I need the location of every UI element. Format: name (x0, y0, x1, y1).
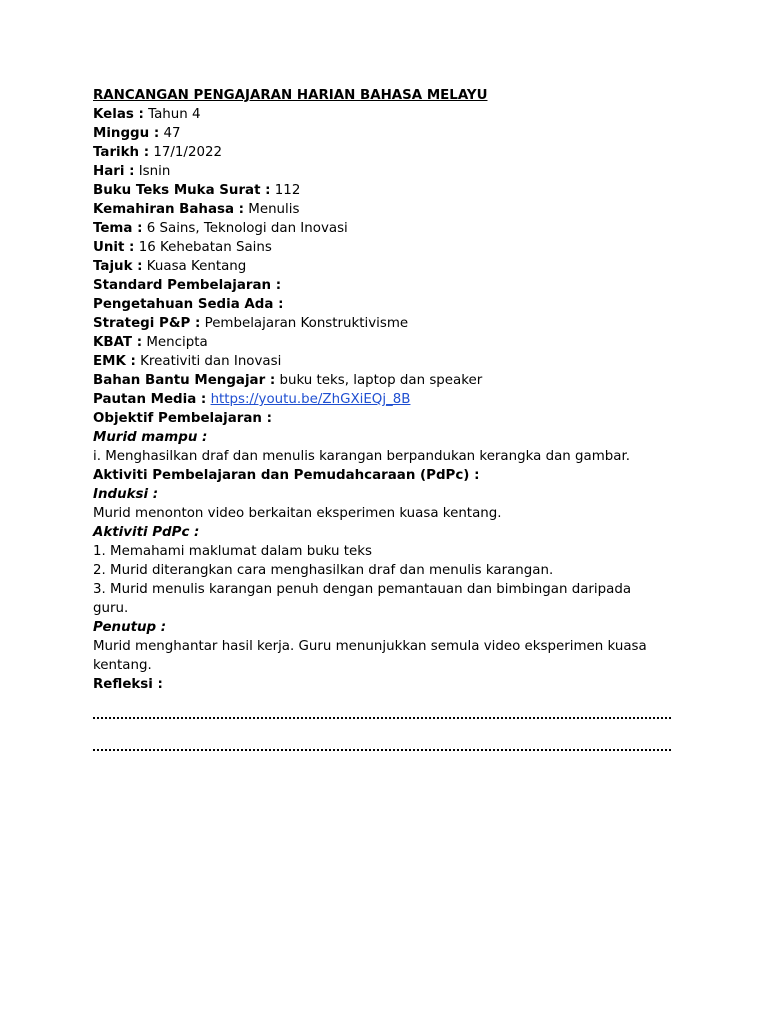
field-label: Bahan Bantu Mengajar : (93, 373, 276, 388)
field-label: Tarikh : (93, 145, 150, 160)
field-label: Kelas : (93, 107, 144, 122)
field-label: Minggu : (93, 126, 160, 141)
pdpc-step-1: 1. Memahami maklumat dalam buku teks (93, 544, 372, 559)
lesson-plan (93, 86, 693, 694)
pdpc-heading: Aktiviti PdPc : (93, 525, 200, 540)
field-kbat (93, 333, 693, 352)
field-label: Buku Teks Muka Surat : (93, 183, 271, 198)
field-tajuk (93, 257, 693, 276)
field-value: 47 (163, 126, 181, 141)
field-label: Pengetahuan Sedia Ada : (93, 297, 284, 312)
dotted-line-2 (93, 749, 671, 754)
pdpc-step-3-cont: guru. (93, 601, 129, 616)
aktiviti-heading: Aktiviti Pembelajaran dan Pemudahcaraan (PdPc) : (93, 468, 480, 483)
pdpc-step-2: 2. Murid diterangkan cara menghasilkan draf dan menulis karangan. (93, 563, 554, 578)
pdpc-step-3: 3. Murid menulis karangan penuh dengan pemantauan dan bimbingan daripada (93, 582, 632, 597)
field-label: Kemahiran Bahasa : (93, 202, 245, 217)
field-label: Strategi P&P : (93, 316, 201, 331)
field-value: 16 Kehebatan Sains (138, 240, 272, 255)
field-value: 17/1/2022 (153, 145, 223, 160)
field-value: buku teks, laptop dan speaker (279, 373, 483, 388)
field-value: Pembelajaran Konstruktivisme (204, 316, 409, 331)
field-bahan-bantu (93, 371, 693, 390)
field-kelas (93, 105, 693, 124)
field-value: 6 Sains, Teknologi dan Inovasi (146, 221, 348, 236)
field-strategi (93, 314, 693, 333)
field-unit (93, 238, 693, 257)
field-label: Standard Pembelajaran : (93, 278, 282, 293)
field-buku-teks (93, 181, 693, 200)
field-label: EMK : (93, 354, 136, 369)
field-value: Kreativiti dan Inovasi (140, 354, 282, 369)
field-standard (93, 276, 693, 295)
field-tema (93, 219, 693, 238)
field-minggu (93, 124, 693, 143)
field-pengetahuan (93, 295, 693, 314)
field-value: 112 (274, 183, 301, 198)
field-label: Unit : (93, 240, 135, 255)
field-value: Tahun 4 (148, 107, 201, 122)
field-value: Kuasa Kentang (146, 259, 247, 274)
penutup-text-cont: kentang. (93, 658, 152, 673)
penutup-text: Murid menghantar hasil kerja. Guru menunjukkan semula video eksperimen kuasa (93, 639, 647, 654)
field-value: Mencipta (146, 335, 208, 350)
field-label: KBAT : (93, 335, 143, 350)
field-label: Tajuk : (93, 259, 143, 274)
induksi-heading: Induksi : (93, 487, 159, 502)
media-link[interactable]: https://youtu.be/ZhGXiEQj_8B (210, 392, 411, 407)
refleksi-heading: Refleksi : (93, 677, 163, 692)
objektif-heading: Objektif Pembelajaran : (93, 411, 272, 426)
penutup-heading: Penutup : (93, 620, 167, 635)
murid-mampu-heading: Murid mampu : (93, 430, 208, 445)
field-tarikh (93, 143, 693, 162)
dotted-line-1 (93, 717, 671, 722)
field-kemahiran (93, 200, 693, 219)
field-label: Pautan Media : (93, 392, 207, 407)
field-value: Isnin (138, 164, 171, 179)
field-label: Tema : (93, 221, 143, 236)
induksi-text: Murid menonton video berkaitan eksperimen kuasa kentang. (93, 506, 502, 521)
field-emk (93, 352, 693, 371)
document-title: RANCANGAN PENGAJARAN HARIAN BAHASA MELAYU (93, 88, 488, 103)
field-label: Hari : (93, 164, 135, 179)
objektif-text: i. Menghasilkan draf dan menulis karangan berpandukan kerangka dan gambar. (93, 449, 631, 464)
field-hari (93, 162, 693, 181)
field-pautan-media (93, 390, 693, 409)
field-value: Menulis (248, 202, 300, 217)
